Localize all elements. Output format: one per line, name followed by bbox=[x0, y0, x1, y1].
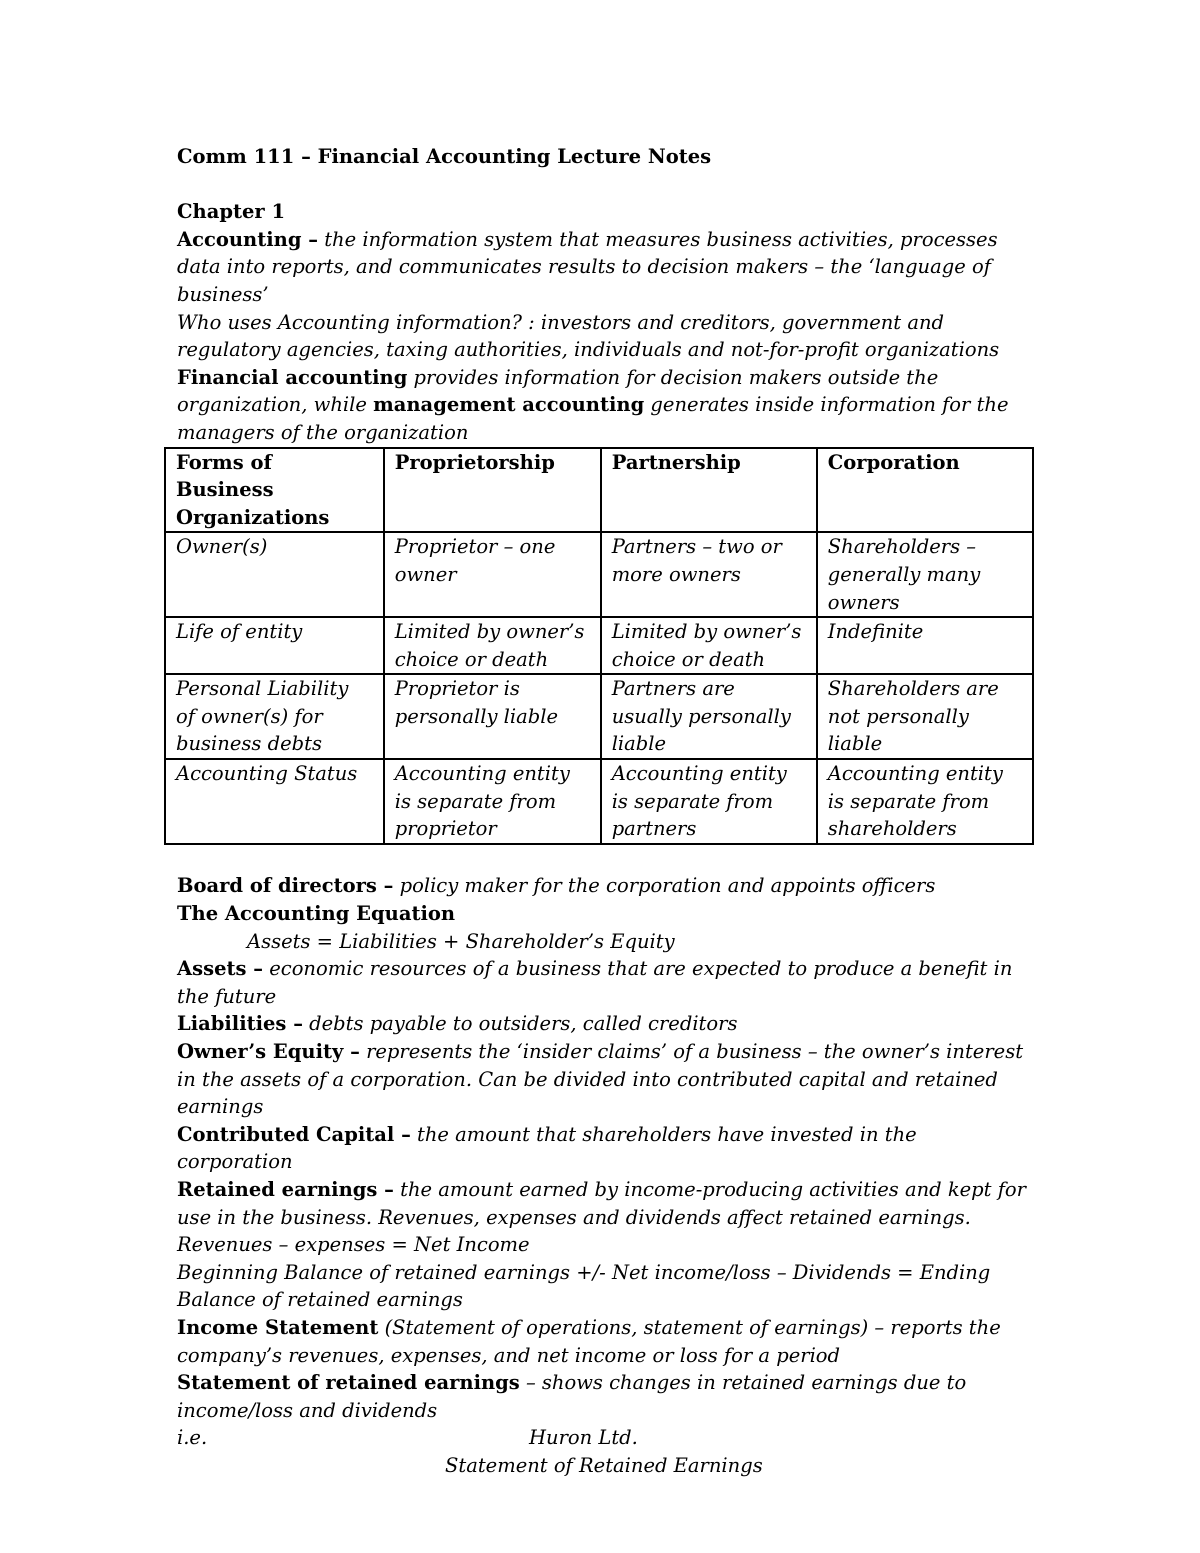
table-header-cell: Partnership bbox=[601, 448, 817, 533]
accounting-equation: Assets = Liabilities + Shareholder’s Equity bbox=[247, 929, 675, 953]
financial-accounting-term: Financial accounting bbox=[177, 365, 408, 389]
document-content bbox=[177, 143, 1037, 1480]
retained-earnings-def: the amount earned by income-producing activities and kept for use in the business. Revenues, expenses and dividends affect retained earnings. bbox=[177, 1177, 1026, 1229]
sre-definition bbox=[177, 1369, 1037, 1424]
table-header-row bbox=[165, 448, 1033, 533]
net-income-formula: Revenues – expenses = Net Income bbox=[177, 1233, 530, 1257]
retained-earnings-term: Retained earnings – bbox=[177, 1177, 394, 1201]
board-definition bbox=[177, 872, 1037, 900]
equity-definition bbox=[177, 1038, 1037, 1121]
equity-term: Owner’s Equity – bbox=[177, 1040, 360, 1063]
table-cell: Limited by owner’s choice or death bbox=[384, 617, 601, 674]
business-forms-table bbox=[164, 447, 1034, 845]
contributed-capital-def: the amount that shareholders have invested in the corporation bbox=[177, 1122, 917, 1174]
ie-label: i.e. bbox=[177, 1426, 208, 1450]
accounting-term: Accounting – bbox=[177, 227, 319, 251]
liabilities-term: Liabilities – bbox=[177, 1012, 303, 1036]
financial-accounting-definition bbox=[177, 364, 1037, 447]
income-statement-term: Income Statement bbox=[177, 1315, 379, 1339]
table-row bbox=[165, 532, 1033, 617]
table-header-cell: Proprietorship bbox=[384, 448, 601, 533]
sre-term: Statement of retained earnings bbox=[177, 1371, 520, 1395]
financial-accounting-def: provides information for decision makers outside the organization, while bbox=[177, 365, 939, 417]
management-accounting-def: generates inside information for the managers of the organization bbox=[177, 393, 1009, 444]
table-cell: Limited by owner’s choice or death bbox=[601, 617, 817, 674]
table-cell: Partners – two or more owners bbox=[601, 532, 817, 617]
table-header-cell: Forms of Business Organizations bbox=[165, 448, 384, 533]
table-cell: Accounting entity is separate from partners bbox=[601, 759, 817, 844]
board-term: Board of directors – bbox=[177, 874, 394, 898]
assets-def: economic resources of a business that are expected to produce a benefit in the future bbox=[177, 957, 1013, 1008]
who-uses-text: Who uses Accounting information? : investors and creditors, government and regulatory agencies, taxing authorities, individuals and not-for-profit organizations bbox=[177, 310, 1000, 362]
table-cell: Personal Liability of owner(s) for business debts bbox=[165, 674, 384, 759]
equity-def: represents the ‘insider claims’ of a business – the owner’s interest in the assets of a corporation. Can be divided into contributed capital and retained earnings bbox=[177, 1040, 1024, 1119]
liabilities-definition bbox=[177, 1010, 1037, 1038]
income-statement-def: (Statement of operations, statement of earnings) – reports the company’s revenues, expenses, and net income or loss for a period bbox=[177, 1315, 1001, 1367]
document-title: Comm 111 – Financial Accounting Lecture Notes bbox=[177, 145, 712, 168]
assets-term: Assets – bbox=[177, 957, 264, 981]
table-cell: Partners are usually personally liable bbox=[601, 674, 817, 759]
table-cell: Shareholders are not personally liable bbox=[817, 674, 1033, 759]
table-cell: Shareholders – generally many owners bbox=[817, 532, 1033, 617]
sre-def: – shows changes in retained earnings due to income/loss and dividends bbox=[177, 1371, 967, 1422]
company-name: Huron Ltd. bbox=[529, 1426, 638, 1450]
statement-title: Statement of Retained Earnings bbox=[445, 1453, 763, 1477]
chapter-heading: Chapter 1 bbox=[177, 200, 286, 224]
table-cell: Owner(s) bbox=[165, 532, 384, 617]
accounting-definition bbox=[177, 226, 1037, 309]
income-statement-definition bbox=[177, 1314, 1037, 1369]
management-accounting-term: management accounting bbox=[373, 393, 645, 417]
board-def: policy maker for the corporation and appoints officers bbox=[393, 874, 936, 898]
table-cell: Life of entity bbox=[165, 617, 384, 674]
contributed-capital-term: Contributed Capital – bbox=[177, 1122, 411, 1146]
contributed-capital-definition bbox=[177, 1121, 1037, 1176]
table-row bbox=[165, 674, 1033, 759]
retained-earnings-definition bbox=[177, 1176, 1037, 1231]
accounting-def-text: the information system that measures business activities, processes data into reports, and communicates results to decision makers – the ‘language of business’ bbox=[177, 227, 998, 306]
example-line bbox=[177, 1424, 1037, 1452]
table-cell: Accounting entity is separate from proprietor bbox=[384, 759, 601, 844]
table-cell: Proprietor – one owner bbox=[384, 532, 601, 617]
table-row bbox=[165, 759, 1033, 844]
table-cell: Indefinite bbox=[817, 617, 1033, 674]
liabilities-def: debts payable to outsiders, called creditors bbox=[302, 1012, 738, 1036]
table-header-cell: Corporation bbox=[817, 448, 1033, 533]
table-cell: Accounting entity is separate from shareholders bbox=[817, 759, 1033, 844]
assets-definition bbox=[177, 955, 1037, 1010]
table-cell: Proprietor is personally liable bbox=[384, 674, 601, 759]
retained-earnings-formula: Beginning Balance of retained earnings +/- Net income/loss – Dividends = Ending Balance of retained earnings bbox=[177, 1260, 991, 1312]
table-cell: Accounting Status bbox=[165, 759, 384, 844]
table-row bbox=[165, 617, 1033, 674]
equation-heading: The Accounting Equation bbox=[177, 902, 456, 926]
